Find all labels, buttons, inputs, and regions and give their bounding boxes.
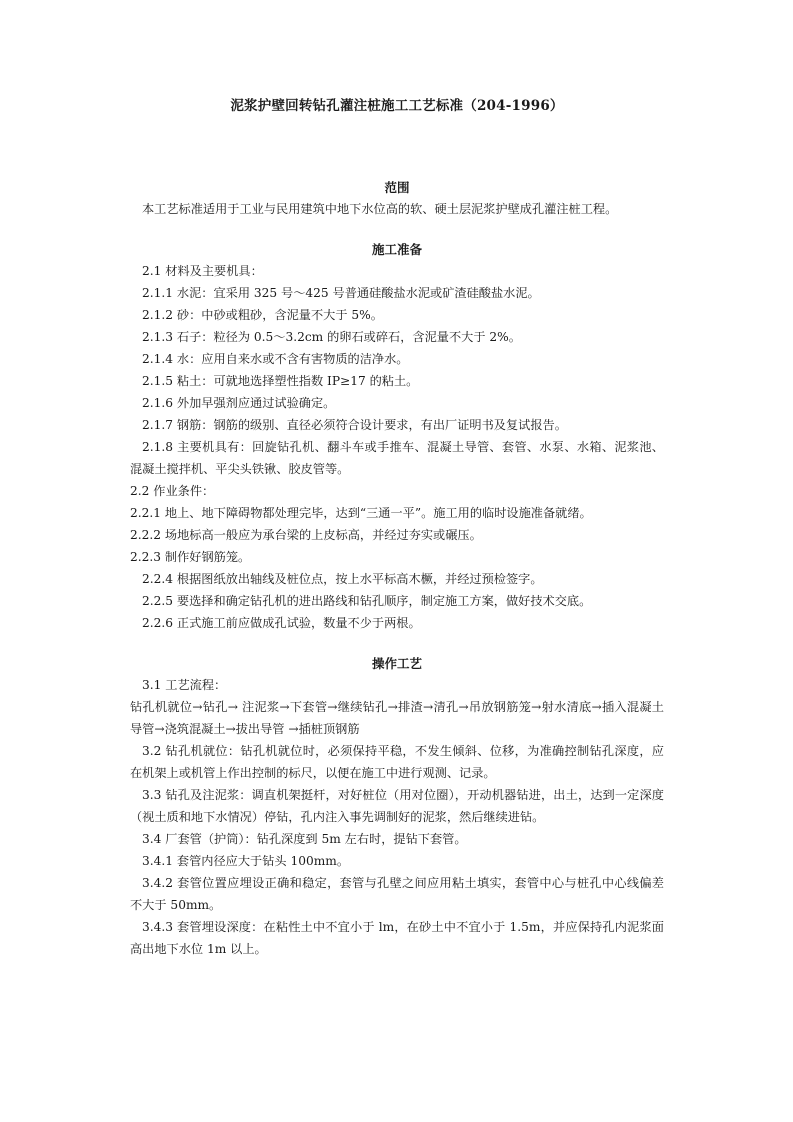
preparation-item: 2.1.4 水：应用自来水或不含有害物质的洁净水。 — [142, 351, 409, 366]
section-heading-scope: 范围 — [384, 180, 410, 196]
operation-item: 3.4.2 套管位置应埋设正确和稳定，套管与孔壁之间应用粘土填实，套管中心与桩孔中心线偏差不大于 50mm。 — [130, 875, 664, 912]
preparation-item: 2.2 作业条件： — [130, 483, 215, 498]
preparation-item: 2.2.3 制作好钢筋笼。 — [130, 549, 251, 564]
scope-paragraph: 本工艺标准适用于工业与民用建筑中地下水位高的软、硬土层泥浆护壁成孔灌注桩工程。 — [142, 202, 618, 216]
document-content — [130, 0, 664, 960]
process-flow-text: 钻孔机就位→钻孔→ 注泥浆→下套管→继续钻孔→排渣→清孔→吊放钢筋笼→射水清底→插入混凝土导管→浇筑混凝土→拔出导管 →插桩顶钢筋 — [130, 699, 664, 736]
document-title: 泥浆护壁回转钻孔灌注桩施工工艺标准（204-1996） — [230, 98, 564, 114]
operation-item: 3.3 钻孔及注泥浆：调直机架挺杆，对好桩位（用对位圈），开动机器钻进，出土，达到一定深度（视土质和地下水情况）停钻，孔内注入事先调制好的泥浆，然后继续进钻。 — [130, 787, 664, 824]
preparation-item: 2.2.4 根据图纸放出轴线及桩位点，按上水平标高木橛，并经过预检签字。 — [142, 571, 543, 586]
section-heading-preparation: 施工准备 — [371, 242, 422, 257]
preparation-item: 2.1.7 钢筋：钢筋的级别、直径必须符合设计要求，有出厂证明书及复试报告。 — [142, 417, 567, 432]
preparation-item: 2.2.6 正式施工前应做成孔试验，数量不少于两根。 — [142, 615, 421, 630]
operation-item: 3.4.1 套管内径应大于钻头 100mm。 — [142, 853, 350, 868]
preparation-item: 2.1.6 外加早强剂应通过试验确定。 — [142, 395, 336, 410]
preparation-item: 2.2.2 场地标高一般应为承台梁的上皮标高，并经过夯实或碾压。 — [130, 527, 482, 542]
preparation-item: 2.1 材料及主要机具： — [142, 263, 263, 278]
operation-item: 3.4.3 套管埋设深度：在粘性土中不宜小于 lm，在砂土中不宜小于 1.5m，并应保持孔内泥浆面高出地下水位 1m 以上。 — [130, 919, 664, 956]
operation-item: 3.4 厂套管（护筒）：钻孔深度到 5m 左右时，提钻下套管。 — [142, 831, 467, 846]
section-heading-operation: 操作工艺 — [371, 655, 422, 671]
process-flow-label: 3.1 工艺流程： — [142, 677, 227, 692]
preparation-item: 2.1.8 主要机具有：回旋钻孔机、翻斗车或手推车、混凝土导管、套管、水泵、水箱、泥浆池、混凝土搅拌机、平尖头铁锹、胶皮管等。 — [130, 439, 664, 476]
operation-item: 3.2 钻孔机就位：钻孔机就位时，必须保持平稳，不发生倾斜、位移，为准确控制钻孔深度，应在机架上或机管上作出控制的标尺，以便在施工中进行观测、记录。 — [130, 743, 664, 780]
preparation-item: 2.1.3 石子：粒径为 0.5～3.2cm 的卵石或碎石，含泥量不大于 2%。 — [142, 329, 521, 344]
preparation-item: 2.1.2 砂：中砂或粗砂，含泥量不大于 5%。 — [142, 307, 383, 322]
preparation-item: 2.2.5 要选择和确定钻孔机的进出路线和钻孔顺序，制定施工方案，做好技术交底。 — [142, 593, 592, 608]
preparation-item: 2.2.1 地上、地下障碍物都处理完毕，达到“三通一平”。施工用的临时设施准备就绪。 — [130, 505, 592, 520]
preparation-item: 2.1.5 粘土：可就地选择塑性指数 IP≥17 的粘土。 — [142, 373, 419, 388]
preparation-item: 2.1.1 水泥：宜采用 325 号～425 号普通硅酸盐水泥或矿渣硅酸盐水泥。 — [142, 285, 540, 300]
